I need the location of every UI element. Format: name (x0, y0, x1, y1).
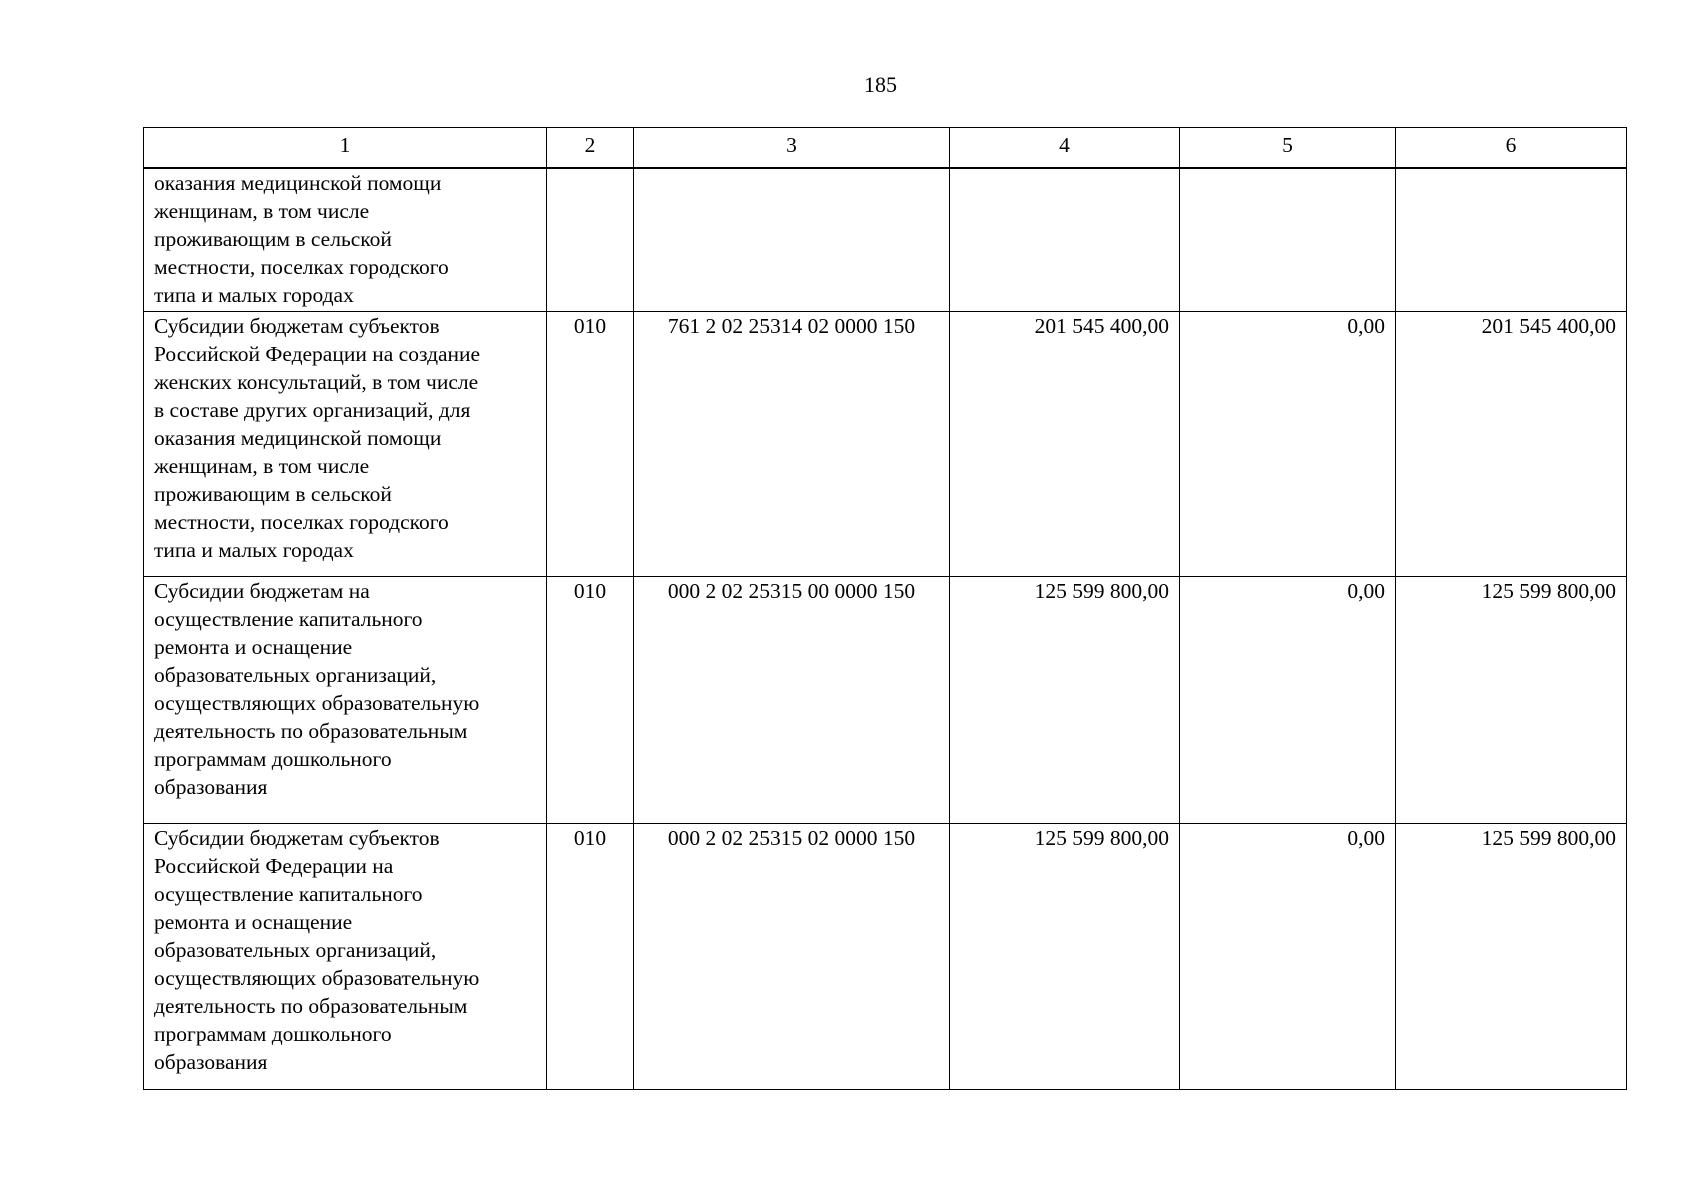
row-code-cell: 010 (547, 823, 634, 1089)
table-row (144, 823, 1627, 1089)
column-header-3: 3 (634, 128, 950, 169)
row-kbk-cell: 000 2 02 25315 02 0000 150 (634, 823, 950, 1089)
row-col5-cell (1180, 168, 1396, 311)
row-col6-cell: 125 599 800,00 (1396, 576, 1627, 823)
row-col4-cell: 201 545 400,00 (950, 311, 1180, 576)
column-header-6: 6 (1396, 128, 1627, 169)
budget-table (143, 127, 1627, 1090)
table-body (144, 168, 1627, 1089)
table-header (144, 128, 1627, 169)
table-row (144, 311, 1627, 576)
row-name-cell: Субсидии бюджетам субъектов Российской Федерации на осуществление капитального ремонта и оснащение образовательных организаций, осуществляющих образовательную деятельность по образовательным программам дошкольного образования (144, 823, 547, 1089)
column-header-1: 1 (144, 128, 547, 169)
row-col4-cell: 125 599 800,00 (950, 576, 1180, 823)
row-col6-cell: 201 545 400,00 (1396, 311, 1627, 576)
column-header-5: 5 (1180, 128, 1396, 169)
table-row (144, 168, 1627, 311)
row-col5-cell: 0,00 (1180, 576, 1396, 823)
row-col4-cell (950, 168, 1180, 311)
row-kbk-cell: 761 2 02 25314 02 0000 150 (634, 311, 950, 576)
row-name-cell: Субсидии бюджетам на осуществление капитального ремонта и оснащение образовательных организаций, осуществляющих образовательную деятельность по образовательным программам дошкольного образования (144, 576, 547, 823)
table-row (144, 576, 1627, 823)
row-kbk-cell (634, 168, 950, 311)
row-col4-cell: 125 599 800,00 (950, 823, 1180, 1089)
row-kbk-cell: 000 2 02 25315 00 0000 150 (634, 576, 950, 823)
row-name-cell: оказания медицинской помощи женщинам, в том числе проживающим в сельской местности, поселках городского типа и малых городах (144, 168, 547, 311)
row-col6-cell (1396, 168, 1627, 311)
row-code-cell: 010 (547, 576, 634, 823)
row-col5-cell: 0,00 (1180, 823, 1396, 1089)
header-row (144, 128, 1627, 169)
column-header-4: 4 (950, 128, 1180, 169)
row-name-cell: Субсидии бюджетам субъектов Российской Федерации на создание женских консультаций, в том числе в составе других организаций, для оказания медицинской помощи женщинам, в том числе проживающим в сельской местности, поселках городского типа и малых городах (144, 311, 547, 576)
row-col5-cell: 0,00 (1180, 311, 1396, 576)
column-header-2: 2 (547, 128, 634, 169)
row-code-cell: 010 (547, 311, 634, 576)
row-col6-cell: 125 599 800,00 (1396, 823, 1627, 1089)
row-code-cell (547, 168, 634, 311)
page-number: 185 (864, 72, 897, 97)
